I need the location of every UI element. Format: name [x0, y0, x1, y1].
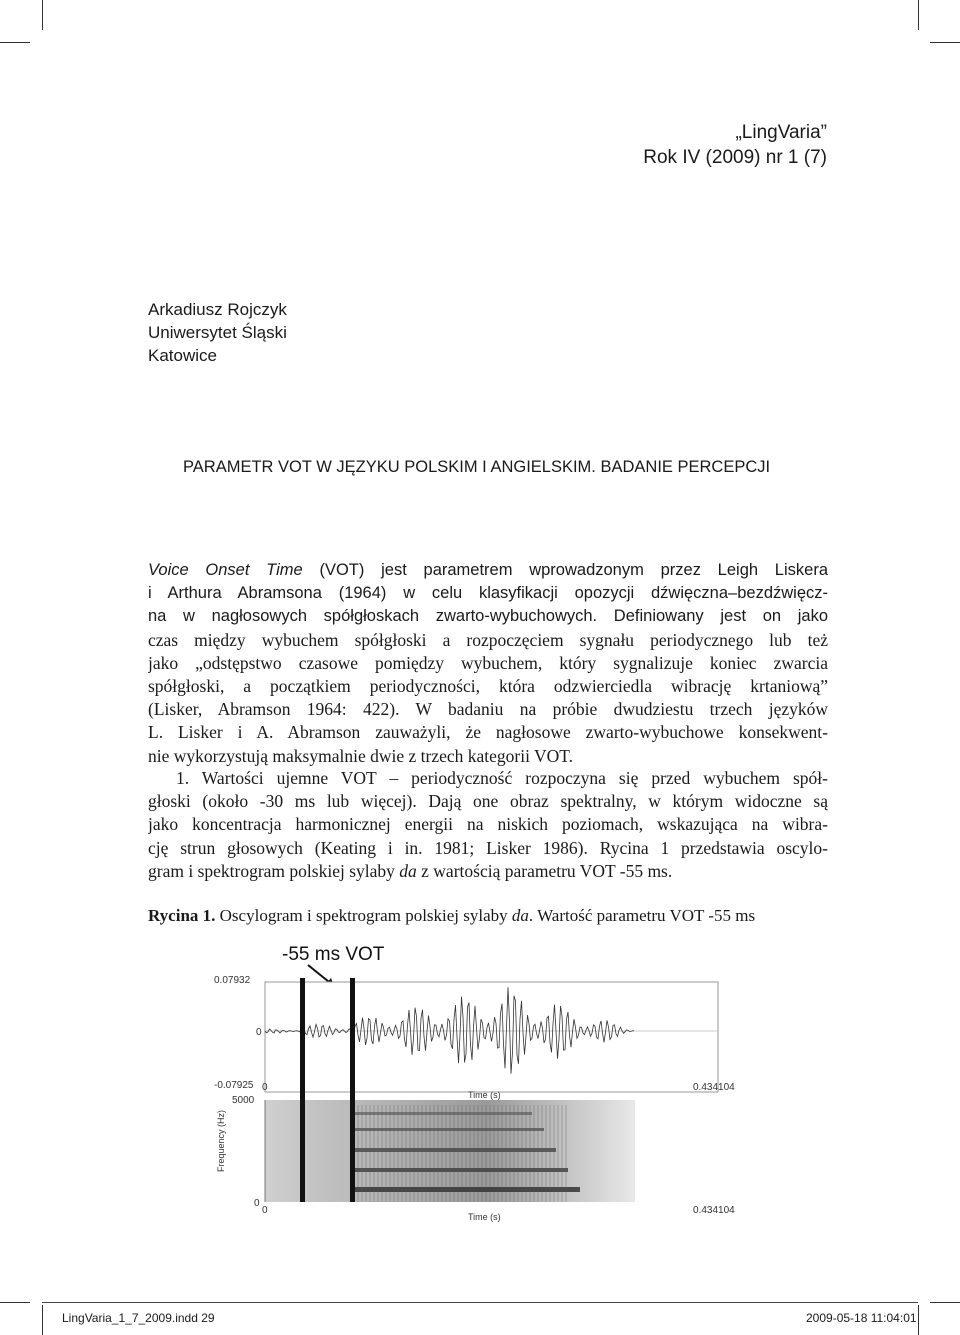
spec-ylabel: Frequency (Hz) [216, 1109, 226, 1172]
text-run: gram i spektrogram polskiej sylaby [148, 860, 400, 881]
body-line [148, 605, 828, 628]
crop-mark [930, 42, 960, 43]
figure-svg [210, 940, 770, 1230]
body-paragraph-2 [148, 767, 828, 883]
crop-mark [0, 42, 30, 43]
spec-ymin: 0 [254, 1198, 260, 1209]
figure-oscillogram-spectrogram [210, 940, 770, 1235]
text-run: jako „odstępstwo czasowe pomiędzy wybuchem, który sygnalizuje koniec zwarcia [148, 652, 828, 673]
body-line [148, 582, 828, 605]
caption-label: Rycina 1. [148, 906, 216, 925]
body-line [148, 652, 828, 675]
caption-text: Oscylogram i spektrogram polskiej sylaby [215, 906, 512, 925]
body-line: głoski (około -30 ms lub więcej). Dają one obraz spektralny, w którym widoczne są [148, 791, 828, 812]
text-run: i Arthura Abramsona (1964) w celu klasyfikacji opozycji dźwięczna–bezdźwięcz- [148, 584, 828, 603]
crop-mark [42, 1305, 43, 1335]
osc-ymax: 0.07932 [214, 975, 251, 986]
crop-mark [0, 1302, 30, 1303]
figure-caption [148, 906, 755, 926]
body-line [148, 629, 828, 652]
italic-run: Voice Onset Time [148, 561, 303, 579]
text-run: nie wykorzystują maksymalnie dwie z trzech kategorii VOT. [148, 745, 574, 766]
caption-text: . Wartość parametru VOT -55 ms [528, 906, 756, 925]
osc-ymin: -0.07925 [214, 1080, 254, 1091]
osc-x0: 0 [262, 1082, 268, 1093]
vot-boundary-start [300, 978, 305, 1202]
text-run: na w nagłosowych spółgłoskach zwarto-wybuchowych. Definiowany jest on jako [148, 607, 828, 626]
author-name: Arkadiusz Rojczyk [148, 300, 287, 319]
body-line [148, 675, 828, 698]
osc-xlabel: Time (s) [468, 1090, 501, 1100]
osc-zero: 0 [256, 1027, 262, 1038]
text-run: L. Lisker i A. Abramson zauważyli, że nagłosowe zwarto-wybuchowe konsekwent- [148, 722, 828, 743]
crop-mark [930, 1302, 960, 1303]
text-run: (Lisker, Abramson 1964: 422). W badaniu na próbie dwudziestu trzech języków [148, 699, 828, 720]
oscillogram-frame [265, 982, 718, 1092]
spec-ymax: 5000 [232, 1095, 255, 1106]
osc-x1: 0.434104 [693, 1082, 735, 1093]
text-run: (VOT) jest parametrem wprowadzonym przez Leigh Liskera [302, 561, 828, 579]
body-line: cję strun głosowych (Keating i in. 1981; Lisker 1986). Rycina 1 przedstawia oscylo- [148, 837, 828, 858]
spec-x0: 0 [262, 1205, 268, 1216]
author-block [148, 298, 287, 367]
caption-italic: da [511, 906, 529, 925]
footer-file: LingVaria_1_7_2009.indd 29 [62, 1311, 215, 1325]
author-affiliation: Uniwersytet Śląski [148, 323, 287, 342]
footer-rule [42, 1302, 918, 1303]
body-line-last [148, 860, 828, 883]
italic-run: da [399, 860, 417, 881]
crop-mark [918, 1305, 919, 1335]
text-run: spółgłoski, a początkiem periodyczności, która odzwierciedla wibrację krtaniową” [148, 675, 828, 696]
spec-x1: 0.434104 [693, 1205, 735, 1216]
body-line: 1. Wartości ujemne VOT – periodyczność rozpoczyna się przed wybuchem spół- [176, 768, 828, 788]
article-title: PARAMETR VOT W JĘZYKU POLSKIM I ANGIELSKIM. BADANIE PERCEPCJI [183, 458, 771, 476]
author-city: Katowice [148, 346, 217, 365]
body-line [148, 698, 828, 721]
crop-mark [42, 0, 43, 30]
footer-timestamp: 2009-05-18 11:04:01 [806, 1311, 917, 1325]
body-line: jako koncentracja harmonicznej energii na niskich poziomach, wskazująca na wibra- [148, 814, 828, 835]
crop-mark [918, 0, 919, 30]
text-run: z wartością parametru VOT -55 ms. [416, 860, 673, 881]
text-run: czas między wybuchem spółgłoski a rozpoczęciem sygnału periodycznego lub też [148, 629, 828, 650]
body-line [148, 721, 828, 744]
journal-name: „LingVaria” [735, 122, 827, 143]
body-line [148, 559, 828, 582]
spec-xlabel: Time (s) [468, 1212, 501, 1222]
journal-issue: Rok IV (2009) nr 1 (7) [643, 147, 827, 168]
vot-boundary-end [350, 978, 355, 1202]
journal-header [643, 120, 827, 170]
body-paragraph-1 [148, 559, 828, 768]
vot-label: -55 ms VOT [282, 944, 385, 965]
body-line [148, 745, 828, 768]
